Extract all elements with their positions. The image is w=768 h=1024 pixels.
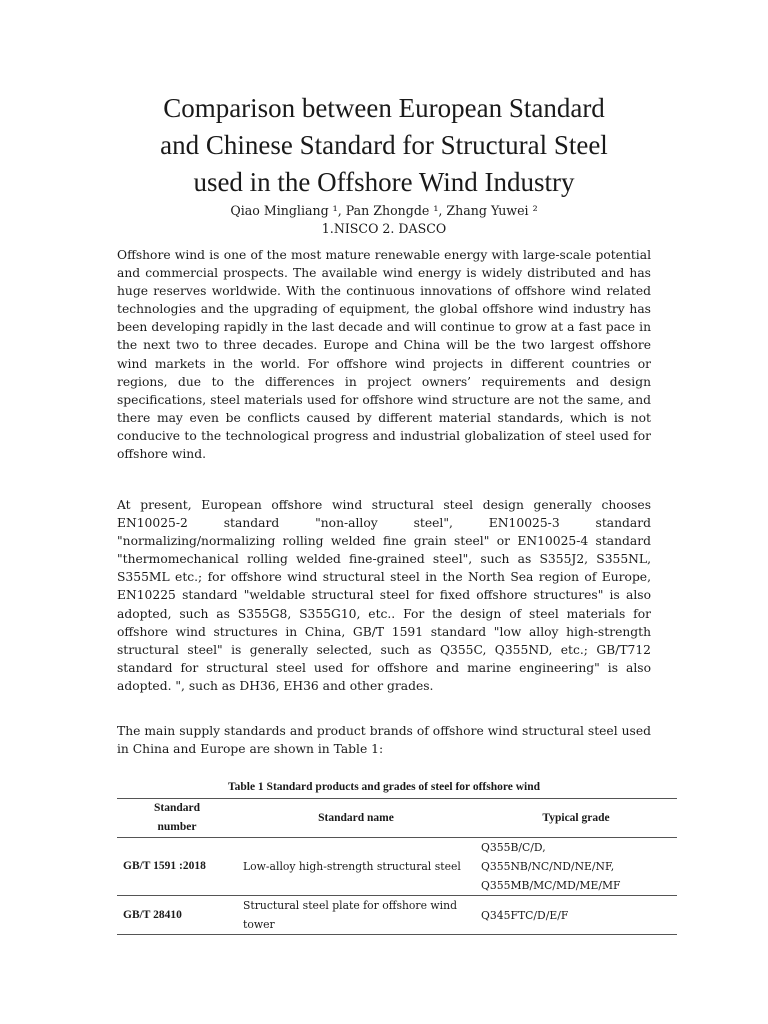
header-text: number: [157, 821, 197, 833]
table-header-row: [117, 799, 677, 838]
cell-standard-name: [237, 838, 475, 896]
cell-typical-grade: [475, 896, 677, 935]
paragraph-standards: At present, European offshore wind structural steel design generally chooses EN10025-2 standard "non-alloy steel", EN10025-3 standard "normalizing/normalizing rolling welded fine grain steel" or EN10025-4 standard "thermomechanical rolling welded fine-grained steel", such as S355J2, S355NL, S355ML etc.; for offshore wind structural steel in the North Sea region of Europe, EN10225 standard "weldable structural steel for fixed offshore structures" is also adopted, such as S355G8, S355G10, etc.. For the design of steel materials for offshore wind structures in China, GB/T 1591 standard "low alloy high-strength structural steel" is generally selected, such as Q355C, Q355ND, etc.; GB/T712 standard for structural steel used for offshore and marine engineering" is also adopted. ", such as DH36, EH36 and other grades.: [117, 498, 651, 693]
affiliations: 1.NISCO 2. DASCO: [321, 221, 447, 236]
cell-text: Q355B/C/D,: [481, 841, 546, 854]
table-caption: Table 1 Standard products and grades of steel for offshore wind: [227, 781, 541, 793]
title-line: used in the Offshore Wind Industry: [193, 167, 575, 197]
paragraph-intro: Offshore wind is one of the most mature renewable energy with large-scale potential and commercial prospects. The available wind energy is widely distributed and has huge reserves worldwide. With the continuous innovations of offshore wind related technologies and the upgrading of equipment, the global offshore wind industry has been developing rapidly in the last decade and will continue to grow at a fast pace in the next two to three decades. Europe and China will be the two largest offshore wind markets in the world. For offshore wind projects in different countries or regions, due to the differences in project owners’ requirements and design specifications, steel materials used for offshore wind structure are not the same, and there may even be conflicts caused by different material standards, which is not conducive to the technological progress and industrial globalization of steel used for offshore wind.: [117, 248, 651, 462]
header-standard-number: [117, 799, 237, 838]
cell-text: Q355MB/MC/MD/ME/MF: [481, 879, 621, 892]
cell-standard-number: GB/T 1591 :2018: [117, 838, 237, 896]
cell-text: Low-alloy high-strength structural steel: [243, 860, 461, 873]
cell-text: Q355NB/NC/ND/NE/NF,: [481, 860, 615, 873]
cell-text: Structural steel plate for offshore wind: [243, 899, 457, 912]
paper-title: [70, 90, 698, 201]
header-standard-name: Standard name: [237, 799, 475, 838]
title-line: and Chinese Standard for Structural Steel: [160, 130, 608, 160]
standards-table: [117, 798, 677, 935]
table-row: [117, 838, 677, 896]
paragraph-table-intro: The main supply standards and product brands of offshore wind structural steel used in China and Europe are shown in Table 1:: [117, 724, 651, 757]
cell-standard-number: GB/T 28410: [117, 896, 237, 935]
title-line: Comparison between European Standard: [163, 93, 605, 123]
header-text: Standard: [153, 802, 201, 814]
table-row: [117, 896, 677, 935]
cell-text: tower: [243, 918, 275, 931]
header-typical-grade: Typical grade: [475, 799, 677, 838]
cell-standard-name: [237, 896, 475, 935]
cell-text: Q345FTC/D/E/F: [481, 908, 569, 922]
author-list: Qiao Mingliang ¹, Pan Zhongde ¹, Zhang Yuwei ²: [230, 203, 538, 218]
cell-typical-grade: [475, 838, 677, 896]
